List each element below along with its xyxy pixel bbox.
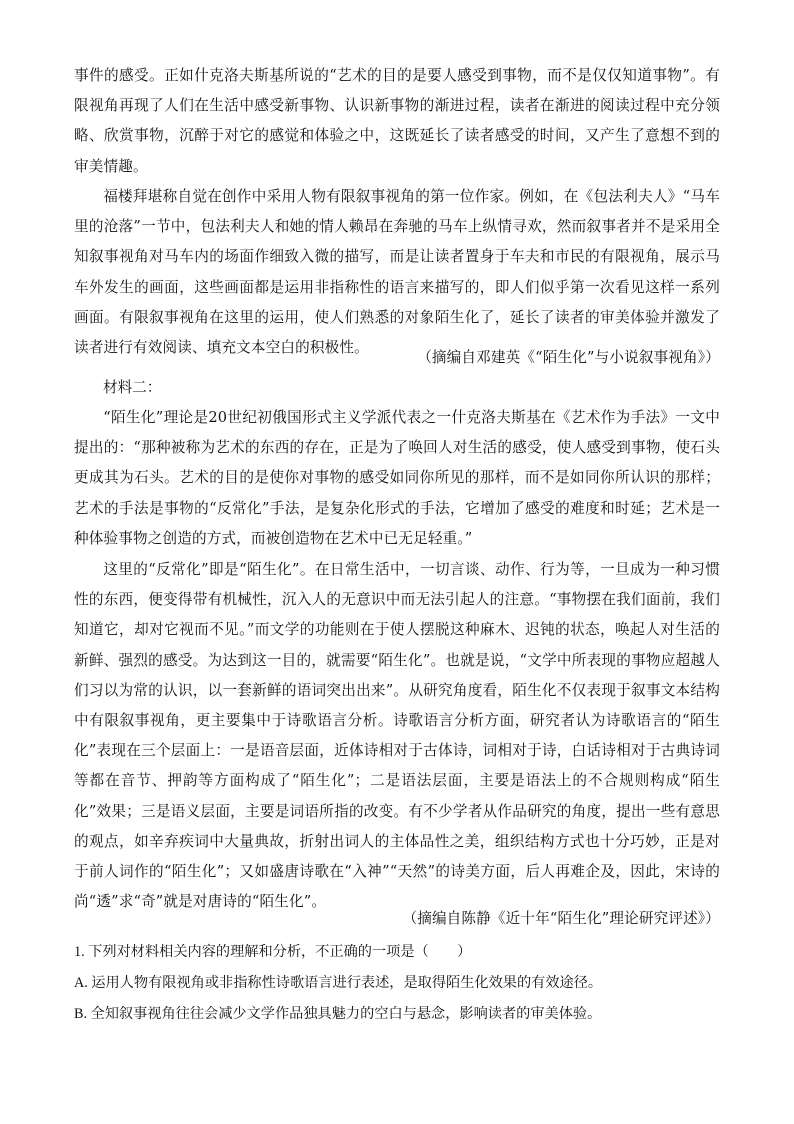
paragraph-material1-continuation: 事件的感受。正如什克洛夫斯基所说的“艺术的目的是要人感受到事物，而不是仅仅知道事物”。有限视角再现了人们在生活中感受新事物、认识新事物的渐进过程，读者在渐进的阅读过程中充分领略、欣赏事物，沉醉于对它的感觉和体验之中，这既延长了读者感受的时间，又产生了意想不到的审美情趣。: [74, 67, 720, 175]
paragraph-defamiliarization-analysis: 这里的“反常化”即是“陌生化”。在日常生活中，一切言谈、动作、行为等，一旦成为一种习惯性的东西，便变得带有机械性，沉入人的无意识中而无法引起人的注意。“事物摆在我们面前，我们知道它，却对它视而不见。”而文学的功能则在于使人摆脱这种麻木、迟钝的状态，唤起人对生活的新鲜、强烈的感受。为达到这一目的，就需要“陌生化”。也就是说，“文学中所表现的事物应超越人们习以为常的认识，以一套新鲜的语词突出出来”。从研究角度看，陌生化不仅表现于叙事文本结构中有限叙事视角，更主要集中于诗歌语言分析。诗歌语言分析方面，研究者认为诗歌语言的“陌生化”表现在三个层面上：一是语音层面，近体诗相对于古体诗，词相对于诗，白话诗相对于古典诗词等都在音节、押韵等方面构成了“陌生化”；二是语法层面，主要是语法上的不合规则构成“陌生化”效果；三是语义层面，主要是词语所指的改变。有不少学者从作品研究的角度，提出一些有意思的观点，如辛弃疾词中大量典故，折射出词人的主体品性之美，组织结构方式也十分巧妙，正是对于前人词作的“陌生化”；又如盛唐诗歌在“入神”“天然”的诗美方面，后人再难企及，因此，宋诗的尚“透”求“奇”就是对唐诗的“陌生化”。: [74, 561, 720, 911]
option-b: B. 全知叙事视角往往会减少文学作品独具魅力的空白与悬念，影响读者的审美体验。: [74, 1006, 602, 1022]
paragraph-defamiliarization-theory: “陌生化”理论是20世纪初俄国形式主义学派代表之一什克洛夫斯基在《艺术作为手法》一文中提出的：“那种被称为艺术的东西的存在，正是为了唤回人对生活的感受，使人感受到事物，使石头更成其为石头。艺术的目的是使你对事物的感受如同你所见的那样，而不是如同你所认识的那样；艺术的手法是事物的“反常化”手法，是复杂化形式的手法，它增加了感受的难度和时延；艺术是一种体验事物之创造的方式，而被创造物在艺术中已无足轻重。”: [74, 409, 720, 547]
source-citation-2: （摘编自陈静《近十年“陌生化”理论研究评述》）: [402, 910, 720, 927]
question-stem: 1. 下列对材料相关内容的理解和分析，不正确的一项是（ ）: [74, 944, 472, 960]
source-citation-1: （摘编自邓建英《“陌生化”与小说叙事视角》）: [417, 349, 720, 366]
material2-label: 材料二：: [103, 379, 162, 396]
paragraph-flaubert: 福楼拜堪称自觉在创作中采用人物有限叙事视角的第一位作家。例如，在《包法利夫人》“马车里的沧落”一节中，包法利夫人和她的情人赖昂在奔驰的马车上纵情寻欢，然而叙事者并不是采用全知叙事视角对马车内的场面作细致入微的描写，而是让读者置身于车夫和市民的有限视角，展示马车外发生的画面，这些画面都是运用非指称性的语言来描写的，即人们似乎第一次看见这样一系列画面。有限叙事视角在这里的运用，使人们熟悉的对象陌生化了，延长了读者的审美体验并激发了读者进行有效阅读、填充文本空白的积极性。: [74, 188, 720, 357]
option-a: A. 运用人物有限视角或非指称性诗歌语言进行表述，是取得陌生化效果的有效途径。: [74, 975, 603, 991]
